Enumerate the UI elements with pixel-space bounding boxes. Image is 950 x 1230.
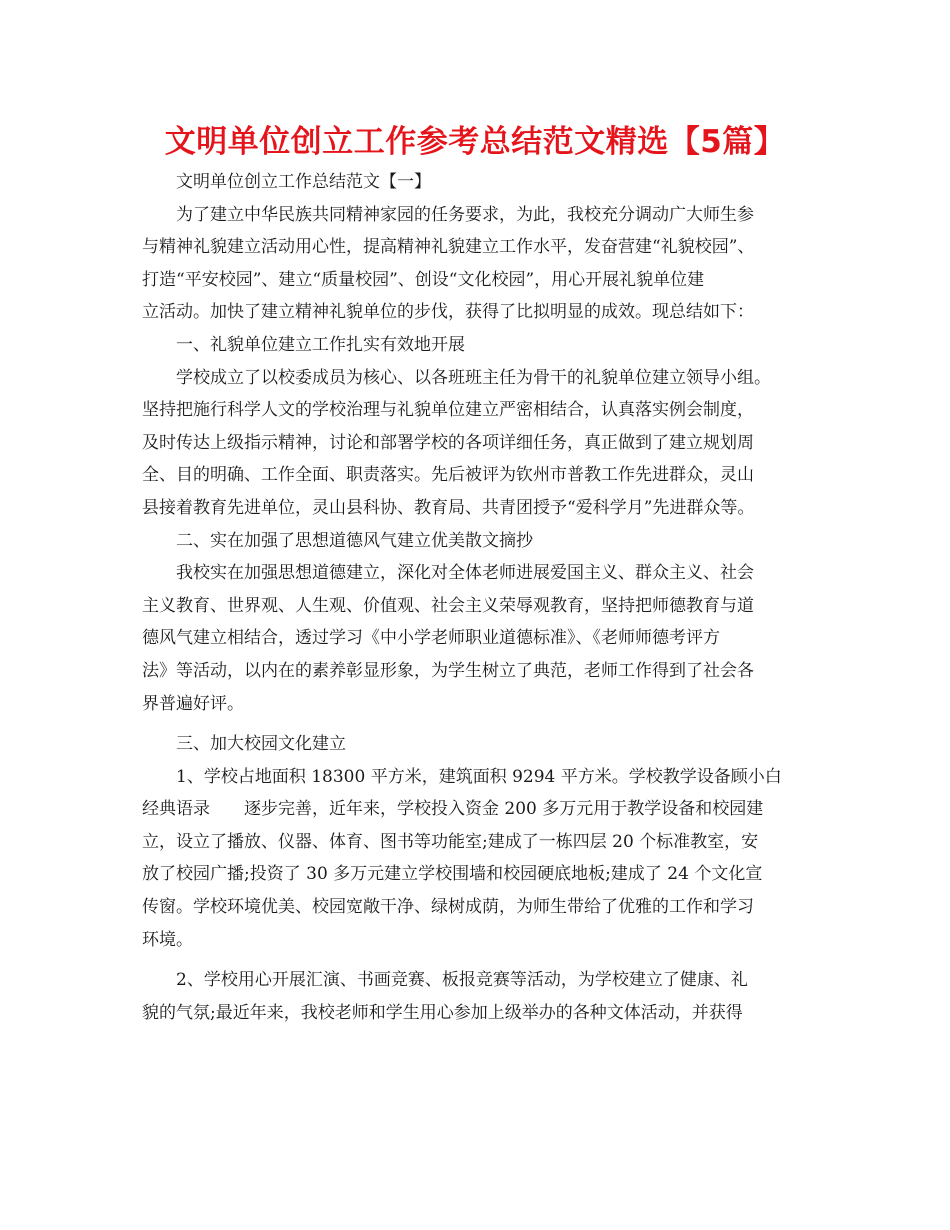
paragraph-line: 环境。 — [142, 929, 193, 950]
paragraph-line: 文明单位创立工作总结范文【一】 — [176, 172, 431, 192]
paragraph-line: 放了校园广播;投资了 30 多万元建立学校围墙和校园硬底地板;建成了 24 个文化宣 — [142, 864, 763, 885]
document-body — [142, 166, 810, 1029]
paragraph-line: 界普遍好评。 — [142, 693, 244, 714]
paragraph-line: 坚持把施行科学人文的学校治理与礼貌单位建立严密相结合，认真落实例会制度， — [142, 400, 754, 421]
paragraph-line: 县接着教育先进单位，灵山县科协、教育局、共青团授予“爱科学月”先进群众等。 — [142, 497, 755, 518]
paragraph-line: 2、学校用心开展汇演、书画竞赛、板报竞赛等活动，为学校建立了健康、礼 — [176, 970, 748, 991]
paragraph-line: 主义教育、世界观、人生观、价值观、社会主义荣辱观教育，坚持把师德教育与道 — [142, 595, 754, 616]
paragraph-line: 立活动。加快了建立精神礼貌单位的步伐，获得了比拟明显的成效。现总结如下： — [142, 302, 754, 323]
document-title: 文明单位创立工作参考总结范文精选【5篇】 — [164, 124, 786, 160]
paragraph-line: 德风气建立相结合，透过学习《中小学老师职业道德标准》、《老师师德考评方 — [142, 628, 720, 649]
paragraph-line: 全、目的明确、工作全面、职责落实。先后被评为钦州市普教工作先进群众，灵山 — [142, 465, 754, 486]
paragraph-line: 我校实在加强思想道德建立，深化对全体老师进展爱国主义、群众主义、社会 — [176, 563, 754, 584]
paragraph-line: 立，设立了播放、仪器、体育、图书等功能室;建成了一栋四层 20 个标准教室，安 — [142, 831, 759, 852]
paragraph-line: 传窗。学校环境优美、校园宽敞干净、绿树成荫，为师生带给了优雅的工作和学习 — [142, 897, 754, 918]
paragraph-line: 二、实在加强了思想道德风气建立优美散文摘抄 — [176, 530, 533, 551]
paragraph-line: 貌的气氛;最近年来，我校老师和学生用心参加上级举办的各种文体活动，并获得 — [142, 1002, 743, 1023]
paragraph-line: 打造“平安校园”、建立“质量校园”、创设“文化校园”，用心开展礼貌单位建 — [142, 269, 705, 290]
paragraph-line: 三、加大校园文化建立 — [176, 734, 346, 755]
paragraph-line: 经典语录 逐步完善，近年来，学校投入资金 200 多万元用于教学设备和校园建 — [142, 799, 764, 820]
paragraph-line: 及时传达上级指示精神，讨论和部署学校的各项详细任务，真正做到了建立规划周 — [142, 432, 754, 453]
paragraph-line: 与精神礼貌建立活动用心性，提高精神礼貌建立工作水平，发奋营建“礼貌校园”、 — [142, 237, 755, 258]
paragraph-line: 1、学校占地面积 18300 平方米，建筑面积 9294 平方米。学校教学设备顾小白 — [176, 766, 782, 787]
paragraph-line: 一、礼貌单位建立工作扎实有效地开展 — [176, 334, 465, 355]
paragraph-line: 法》等活动，以内在的素养彰显形象，为学生树立了典范，老师工作得到了社会各 — [142, 660, 754, 681]
paragraph-line: 学校成立了以校委成员为核心、以各班班主任为骨干的礼貌单位建立领导小组。 — [176, 367, 771, 388]
paragraph-line: 为了建立中华民族共同精神家园的任务要求，为此，我校充分调动广大师生参 — [176, 204, 754, 225]
